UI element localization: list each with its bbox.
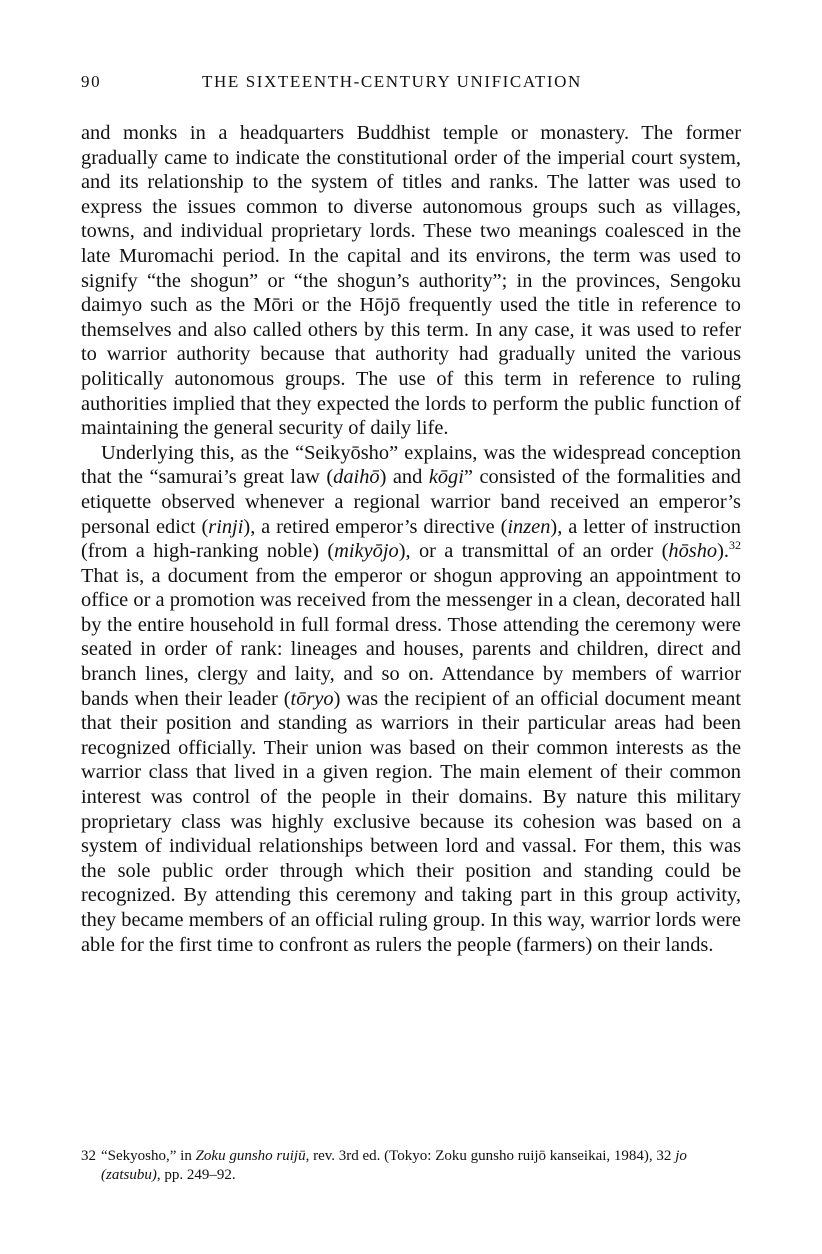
running-head: THE SIXTEENTH-CENTURY UNIFICATION bbox=[202, 72, 582, 91]
text-run: That is, a document from the emperor or shogun approving an appointment to office or a promotion was received from the messenger in a clean, decorated hall by the entire household in full formal dress. Those attending the ceremony were seated in order of rank: lineages and houses, parents and children, direct and branch lines, clergy and laity, and so on. Attendance by members of warrior bands when their leader ( bbox=[81, 564, 741, 710]
source-title: Zoku gunsho ruijū bbox=[195, 1148, 306, 1164]
footnote-number: 32 bbox=[81, 1148, 96, 1164]
page-number: 90 bbox=[81, 72, 102, 91]
japanese-term: daihō bbox=[333, 466, 380, 489]
paragraph bbox=[81, 441, 741, 957]
text-run: Underlying this, as the “Seikyōsho” explains, was the widespread conception that the “samurai’s great law ( bbox=[81, 441, 741, 489]
japanese-term: tōryo bbox=[290, 687, 334, 710]
japanese-term: mikyōjo bbox=[334, 540, 399, 563]
text-run: ” consisted of the formalities and etiquette observed whenever a regional warrior band received an emperor’s personal edict ( bbox=[81, 466, 741, 538]
source-section: jo (zatsubu) bbox=[101, 1148, 687, 1183]
japanese-term: rinji bbox=[208, 515, 244, 538]
text-run: ), a retired emperor’s directive ( bbox=[243, 515, 508, 538]
footnote-text: , rev. 3rd ed. (Tokyo: Zoku gunsho ruijō kanseikai, 1984), 32 bbox=[305, 1148, 676, 1164]
footnote-reference[interactable]: 32 bbox=[729, 538, 742, 553]
japanese-term: hōsho bbox=[668, 540, 718, 563]
footnote-text: , pp. 249–92. bbox=[156, 1167, 236, 1183]
paragraph: and monks in a headquarters Buddhist temple or monastery. The former gradually came to indicate the constitutional order of the imperial court system, and its relationship to the system of titles and ranks. The latter was used to express the issues common to diverse autonomous groups such as villages, towns, and individual proprietary lords. These two meanings coalesced in the late Muromachi period. In the capital and its environs, the term was used to signify “the shogun” or “the shogun’s authority”; in the provinces, Sengoku daimyo such as the Mōri or the Hōjō frequently used the title in reference to themselves and also called others by this term. In any case, it was used to refer to warrior authority because that authority had gradually united the various politically autonomous groups. The use of this term in reference to ruling authorities implied that they expected the lords to perform the public function of maintaining the general security of daily life. bbox=[81, 122, 741, 440]
text-run: ), or a transmittal of an order ( bbox=[398, 540, 669, 563]
footnote bbox=[81, 1147, 741, 1185]
text-run: ), a letter of instruction (from a high-ranking noble) ( bbox=[81, 515, 741, 563]
page-header bbox=[81, 72, 741, 102]
text-run: ). bbox=[717, 540, 730, 563]
footnote-text: “Sekyosho,” in bbox=[101, 1148, 196, 1164]
text-run: ) and bbox=[379, 466, 429, 489]
body-text bbox=[81, 121, 741, 957]
footnotes bbox=[81, 1147, 741, 1185]
text-run: ) was the recipient of an official document meant that their position and standing as warriors in their particular areas had been recognized officially. Their union was based on their common interests as the warrior class that lived in a given region. The main element of their common interest was control of the people in their domains. By nature this military proprietary class was highly exclusive because its cohesion was based on a system of individual relationships between lord and vassal. For them, this was the sole public order through which their position and standing could be recognized. By attending this ceremony and taking part in this group activity, they became members of an official ruling group. In this way, warrior lords were able for the first time to confront as rulers the people (farmers) on their lands. bbox=[81, 687, 741, 956]
japanese-term: kōgi bbox=[428, 466, 464, 489]
japanese-term: inzen bbox=[507, 515, 551, 538]
